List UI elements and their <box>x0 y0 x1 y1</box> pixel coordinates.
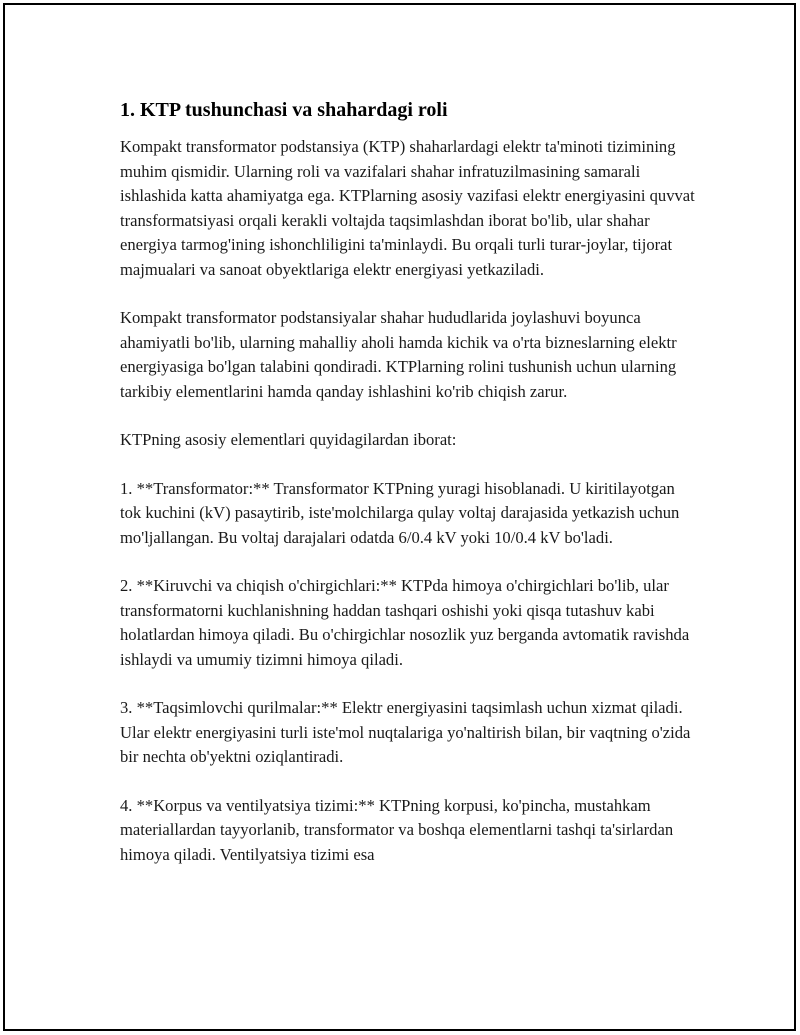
list-item-switches: 2. **Kiruvchi va chiqish o'chirgichlari:** KTPda himoya o'chirgichlari bo'lib, ular transformatorni kuchlanishning haddan tashqari oshishi yoki qisqa tutashuv kabi holatlardan himoya qiladi. Bu o'chirgichlar nosozlik yuz berganda avtomatik ravishda ishlaydi va umumiy tizimni himoya qiladi. <box>120 576 690 669</box>
section-heading: 1. KTP tushunchasi va shahardagi roli <box>120 99 448 121</box>
paragraph-intro: Kompakt transformator podstansiya (KTP) shaharlardagi elektr ta'minoti tizimining muhim qismidir. Ularning roli va vazifalari shahar infratuzilmasining samarali ishlashida katta ahamiyatga ega. KTPlarning asosiy vazifasi elektr energiyasini quvvat transformatsiyasi orqali kerakli voltajda taqsimlashdan iborat bo'lib, ular shahar energiya tarmog'ining ishonchliligini ta'minlaydi. Bu orqali turli turar-joylar, tijorat majmualari va sanoat obyektlariga elektr energiyasi yetkaziladi. <box>120 137 695 279</box>
list-item-housing: 4. **Korpus va ventilyatsiya tizimi:** KTPning korpusi, ko'pincha, mustahkam materiallardan tayyorlanib, transformator va boshqa elementlarni tashqi ta'sirlardan himoya qiladi. Ventilyatsiya tizimi esa <box>120 795 674 864</box>
document-content <box>120 97 700 891</box>
paragraph-location: Kompakt transformator podstansiyalar shahar hududlarida joylashuvi boyunca ahamiyatli bo'lib, ularning mahalliy aholi hamda kichik va o'rta bizneslarning elektr energiyasiga bo'lgan talabini qondiradi. KTPlarning rolini tushunish uchun ularning tarkibiy elementlarini hamda qanday ishlashini ko'rib chiqish zarur. <box>120 308 677 401</box>
paragraph-elements-intro: KTPning asosiy elementlari quyidagilardan iborat: <box>120 430 457 449</box>
document-page <box>3 3 796 1031</box>
list-item-distribution: 3. **Taqsimlovchi qurilmalar:** Elektr energiyasini taqsimlash uchun xizmat qiladi. Ular elektr energiyasini turli iste'mol nuqtalariga yo'naltirish bilan, bir vaqtning o'zida bir nechta ob'yektni oziqlantiradi. <box>120 698 691 766</box>
list-item-transformer: 1. **Transformator:** Transformator KTPning yuragi hisoblanadi. U kiritilayotgan tok kuchini (kV) pasaytirib, iste'molchilarga qulay voltaj darajasida yetkazish uchun mo'ljallangan. Bu voltaj darajalari odatda 6/0.4 kV yoki 10/0.4 kV bo'ladi. <box>120 478 680 547</box>
